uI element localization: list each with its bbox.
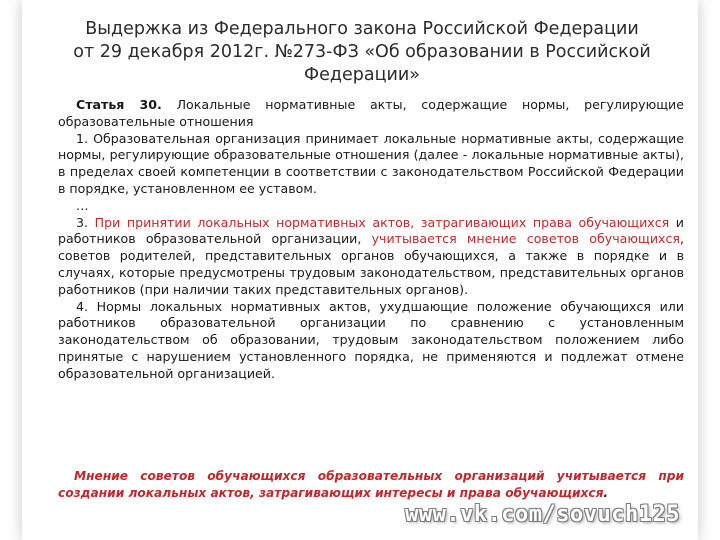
conclusion-note-text: Мнение советов обучающихся образовательных организаций учитывается при создании локальных актов, затрагивающих интересы и права обучающихся [58, 469, 684, 500]
article-body [58, 97, 684, 383]
paragraph-3-highlight-1: При принятии локальных нормативных актов, затрагивающих права обучающихся [94, 214, 670, 230]
paragraph-1: 1. Образовательная организация принимает локальные нормативные акты, содержащие нормы, регулирующие образовательные отношения (далее - локальные нормативные акты), в пределах своей компетенции в соответствии с законодательством Российской Федерации в порядке, установленном ее уставом. [58, 130, 684, 196]
paragraph-3-highlight-2: учитывается мнение советов обучающихся [371, 231, 680, 247]
watermark: www.vk.com/sovuch125 [405, 502, 680, 527]
paragraph-3-text-2: , советов родителей, представительных органов обучающихся, а также в порядке и в случаях, которые предусмотрены трудовым законодательством, представительных органов работников (при наличии таких представительных органов). [58, 231, 684, 297]
article-heading [58, 97, 684, 131]
article-number: Статья 30. [76, 97, 162, 112]
article-heading-text: Локальные нормативные акты, содержащие нормы, регулирующие образовательные отношения [58, 97, 684, 129]
conclusion-note-period: . [603, 485, 609, 500]
title-line-2: от 29 декабря 2012г. №273-ФЗ «Об образовании в Российской [73, 42, 651, 62]
paragraph-3-number: 3. [76, 214, 95, 230]
title-line-1: Выдержка из Федерального закона Российской Федерации [85, 19, 639, 39]
paragraph-3 [58, 215, 684, 299]
ellipsis: … [76, 197, 89, 213]
paragraph-3-text-1: и работников образовательной организации, [58, 214, 684, 247]
page-title [62, 18, 662, 87]
paragraph-4: 4. Нормы локальных нормативных актов, ухудшающие положение обучающихся или работников образовательной организации по сравнению с установленным законодательством об образовании, трудовым законодательством положением либо принятые с нарушением установленного порядка, не применяются и подлежат отмене образовательной организацией. [58, 298, 684, 381]
title-line-3: Федерации» [304, 65, 420, 85]
slide [22, 0, 698, 540]
conclusion-note [58, 468, 684, 501]
